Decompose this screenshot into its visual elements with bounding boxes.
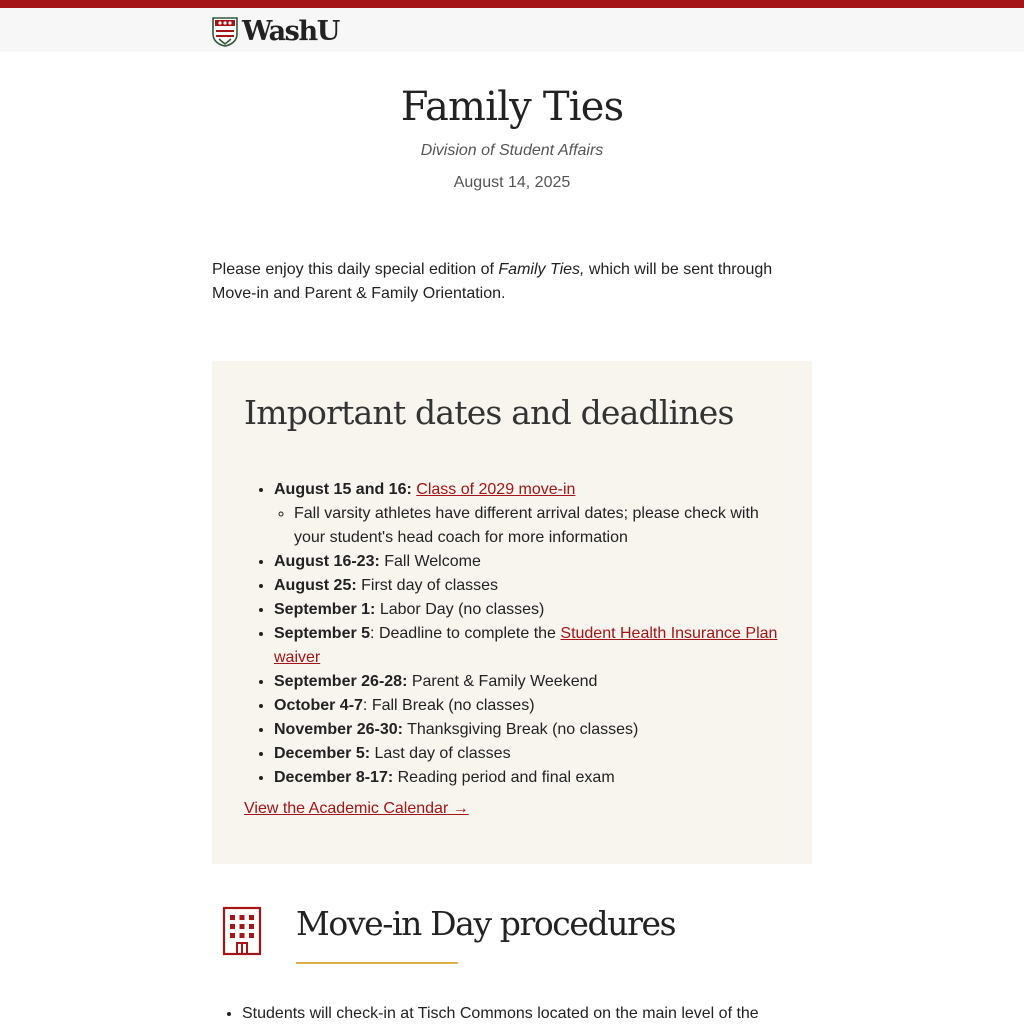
building-icon <box>222 906 262 956</box>
sub-item: ◦ Fall varsity athletes have different arrival dates; please check with your student's head coach for more information <box>294 502 780 550</box>
intro-paragraph <box>212 258 812 306</box>
heading-underline <box>296 962 458 964</box>
movein-section <box>212 904 812 974</box>
shield-icon <box>212 17 238 47</box>
date-label: September 26-28: <box>274 673 408 690</box>
date-text: Fall Welcome <box>379 553 481 570</box>
date-label: September 5 <box>274 625 371 642</box>
sub-list <box>274 502 780 550</box>
newsletter-body <box>212 84 812 1026</box>
intro-italic: Family Ties, <box>498 261 585 278</box>
top-accent-bar <box>0 0 1024 8</box>
movein-bullets <box>212 1002 812 1026</box>
date-label: August 15 and 16: <box>274 481 412 498</box>
date-text: Reading period and final exam <box>393 769 615 786</box>
date-text: : Deadline to complete the <box>370 625 561 642</box>
date-item <box>274 694 780 718</box>
dates-list <box>244 478 780 790</box>
intro-text: Please enjoy this daily special edition of <box>212 261 499 278</box>
page-subtitle: Division of Student Affairs <box>420 142 604 159</box>
date-item <box>274 622 780 670</box>
date-text: Thanksgiving Break (no classes) <box>402 721 639 738</box>
page-title: Family Ties <box>400 84 624 130</box>
date-label: October 4-7 <box>274 697 363 714</box>
date-text: Parent & Family Weekend <box>407 673 598 690</box>
date-label: December 5: <box>274 745 371 762</box>
date-text: Last day of classes <box>370 745 511 762</box>
date-label: December 8-17: <box>274 769 394 786</box>
date-text: First day of classes <box>356 577 499 594</box>
movein-heading: Move-in Day procedures <box>296 904 676 943</box>
important-dates-box <box>212 361 812 864</box>
date-label: August 25: <box>274 577 357 594</box>
academic-calendar-link[interactable]: View the Academic Calendar → <box>244 800 469 817</box>
date-item <box>274 742 780 766</box>
date-item <box>274 718 780 742</box>
date-text: Labor Day (no classes) <box>375 601 545 618</box>
date-item <box>274 574 780 598</box>
intro-text-end: which will be sent through Move-in and Parent & Family Orientation. <box>212 261 773 302</box>
date-label: November 26-30: <box>274 721 403 738</box>
washu-logo[interactable] <box>212 16 339 47</box>
list-item: • Students will check-in at Tisch Commons located on the main level of the <box>242 1002 812 1026</box>
date-item <box>274 766 780 790</box>
date-item <box>274 598 780 622</box>
date-item <box>274 550 780 574</box>
brand-name: WashU <box>242 16 339 47</box>
date-link[interactable]: Class of 2029 move-in <box>416 481 576 498</box>
date-label: August 16-23: <box>274 553 380 570</box>
brand-bar <box>0 8 1024 52</box>
date-item <box>274 478 780 550</box>
date-label: September 1: <box>274 601 376 618</box>
date-item <box>274 670 780 694</box>
issue-date: August 14, 2025 <box>453 174 571 191</box>
important-dates-heading: Important dates and deadlines <box>244 393 734 432</box>
date-link[interactable]: Student Health Insurance Plan waiver <box>274 625 778 666</box>
date-text: : Fall Break (no classes) <box>362 697 535 714</box>
